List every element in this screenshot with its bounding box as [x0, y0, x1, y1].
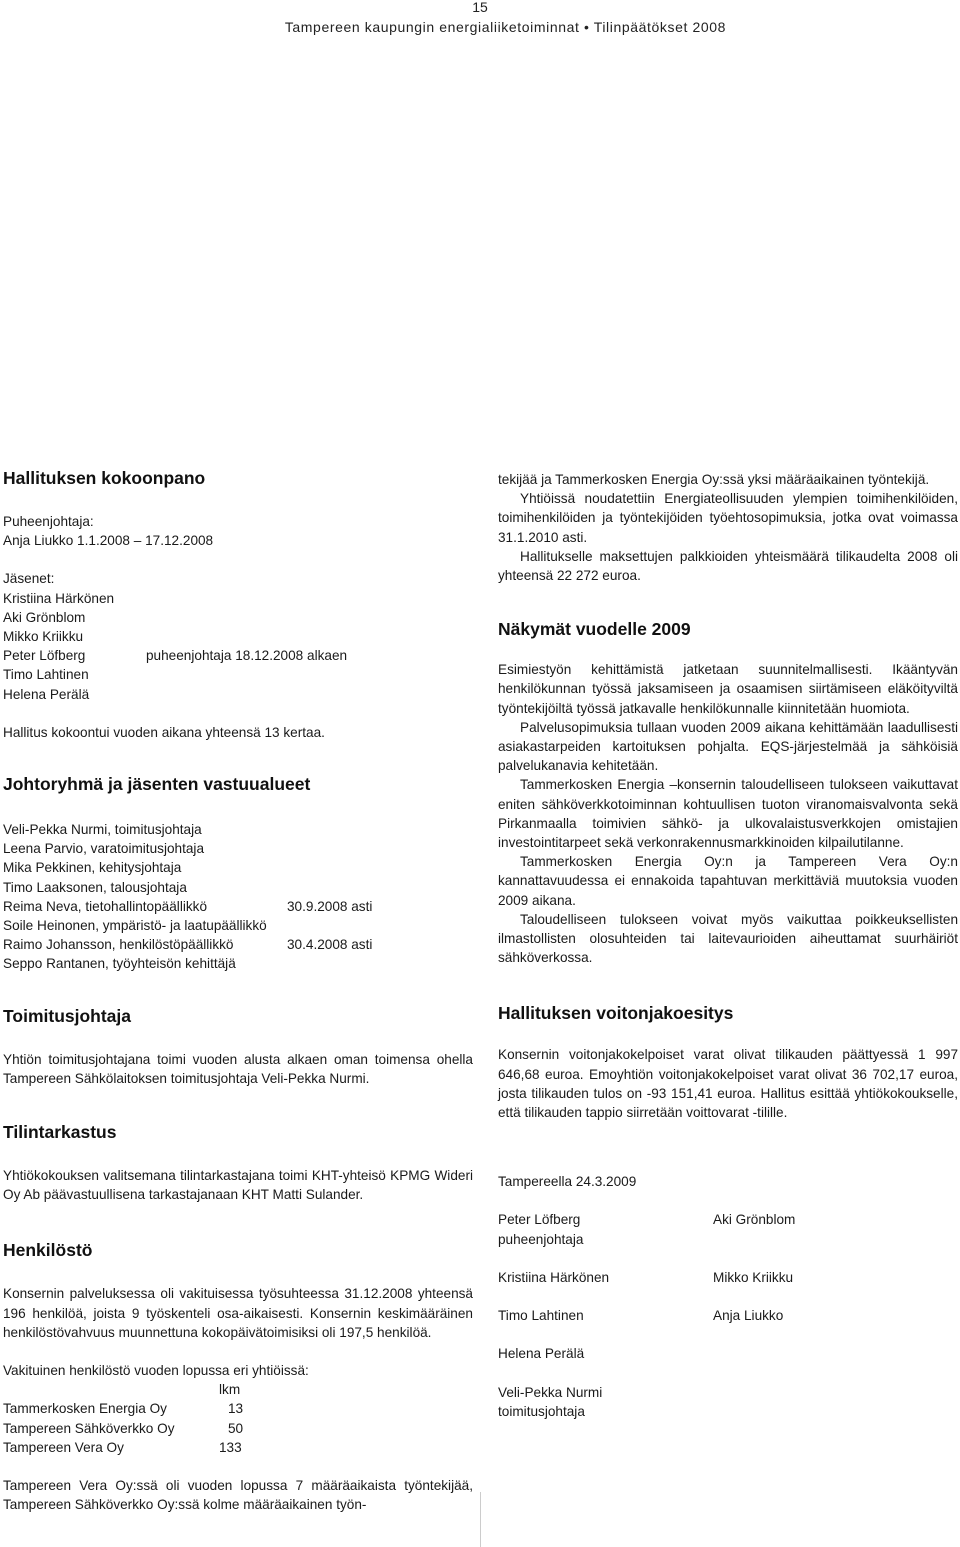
staff-count: 50: [228, 1420, 244, 1436]
management-member: Raimo Johansson, henkilöstöpäällikkö: [3, 937, 234, 953]
outlook-paragraph: Taloudelliseen tulokseen voivat myös vaikuttaa poikkeuksellisten ilmastollisten olosuhteiden tai laitevaurioiden aiheuttamat suurhäiriöt sähköverkossa.: [498, 911, 958, 966]
signature-row: [498, 1344, 958, 1363]
signatory-name: Timo Lahtinen: [498, 1308, 584, 1324]
members-label: Jäsenet:: [3, 571, 55, 587]
staff-count: 13: [228, 1401, 244, 1417]
running-header: Tampereen kaupungin energialiiketoiminnat • Tilinpäätökset 2008: [284, 19, 726, 35]
management-term: 30.4.2008 asti: [287, 937, 373, 953]
outlook-paragraph: Tammerkosken Energia Oy:n ja Tampereen Vera Oy:n kannattavuudessa ei ennakoida tapahtuvan merkittäviä muutoksia vuoden 2009 aikana.: [498, 854, 958, 908]
board-member: Timo Lahtinen: [3, 667, 89, 683]
signature-row: [498, 1306, 958, 1325]
signatory-name: Mikko Kriikku: [713, 1269, 794, 1285]
profit-heading: Hallituksen voitonjakoesitys: [498, 1003, 734, 1024]
staff-text: Konsernin palveluksessa oli vakituisessa työsuhteessa 31.12.2008 yhteensä 196 henkilöä, joista 9 työskenteli osa-aikaisesti. Konsernin keskimääräinen henkilöstövahvuus muunnettuna kokopäivätoimisiksi oli 197,5 henkilöä.: [3, 1286, 473, 1340]
audit-text: Yhtiökokouksen valitsemana tilintarkastajana toimi KHT-yhteisö KPMG Wideri Oy Ab päävastuullisena tarkastajanaan KHT Matti Sulander.: [3, 1168, 473, 1203]
signature-row: [498, 1210, 958, 1248]
left-column: [3, 466, 473, 1515]
staff-continuation: tekijää ja Tammerkosken Energia Oy:ssä yksi määräaikainen työntekijä.: [498, 472, 930, 487]
management-member: Reima Neva, tietohallintopäällikkö: [3, 898, 208, 914]
signatory-title: toimitusjohtaja: [498, 1403, 585, 1419]
management-heading: Johtoryhmä ja jäsenten vastuualueet: [3, 774, 311, 795]
signature-row: [498, 1383, 958, 1421]
management-member: Timo Laaksonen, talousjohtaja: [3, 879, 187, 895]
signatory-title: puheenjohtaja: [498, 1231, 584, 1247]
profit-text: Konsernin voitonjakokelpoiset varat olivat tilikauden päättyessä 1 997 646,68 euroa. Emoyhtiön voitonjakokelpoiset varat olivat 36 702,17 euroa, josta tilikauden tulos on -93 151,41 euroa. Hallitus esittää yhtiökokoukselle, että tilikauden tappio siirretään voittovarat -tilille.: [498, 1047, 958, 1121]
signatory-name: Helena Perälä: [498, 1346, 585, 1362]
page-number: 15: [472, 0, 488, 15]
staff-table-row: [3, 1399, 473, 1418]
agreements-text: Yhtiöissä noudatettiin Energiateollisuuden ylempien toimihenkilöiden, toimihenkilöiden ja työntekijöiden työehtosopimuksia, jotka ovat voimassa 31.1.2010 asti.: [498, 491, 958, 545]
signatory-name: Peter Löfberg: [498, 1212, 581, 1228]
management-member: Soile Heinonen, ympäristö- ja laatupäällikkö: [3, 918, 267, 934]
board-member: Kristiina Härkönen: [3, 590, 115, 606]
staff-table-header: [3, 1380, 473, 1399]
board-member: Mikko Kriikku: [3, 629, 84, 645]
board-chair-row: [3, 646, 473, 665]
audit-heading: Tilintarkastus: [3, 1122, 117, 1143]
ceo-text: Yhtiön toimitusjohtajana toimi vuoden alusta alkaen oman toimensa ohella Tampereen Sähkölaitoksen toimitusjohtaja Veli-Pekka Nurmi.: [3, 1051, 473, 1086]
outlook-paragraph: Esimiestyön kehittämistä jatketaan suunnitelmallisesti. Ikääntyvän henkilökunnan työssä jaksamiseen ja osaamisen siirtämiseen eläköityviltä työntekijöiltä työssä jatkavalle henkilökunnalle kiinnitetään huomiota.: [498, 662, 958, 716]
management-row: [3, 935, 473, 954]
outlook-heading: Näkymät vuodelle 2009: [498, 619, 691, 640]
staff-fixed-term: Tampereen Vera Oy:ssä oli vuoden lopussa 7 määräaikaista työntekijää, Tampereen Sähköverkko Oy:ssä kolme määräaikainen työn-: [3, 1478, 473, 1513]
right-column: [498, 470, 958, 1421]
board-member: Aki Grönblom: [3, 609, 86, 625]
board-heading: Hallituksen kokoonpano: [3, 468, 206, 488]
staff-company: Tampereen Sähköverkko Oy: [3, 1420, 175, 1436]
staff-count-header: lkm: [219, 1382, 241, 1398]
management-member: Mika Pekkinen, kehitysjohtaja: [3, 860, 182, 876]
management-member: Seppo Rantanen, työyhteisön kehittäjä: [3, 956, 236, 972]
staff-table-row: [3, 1419, 473, 1438]
management-member: Veli-Pekka Nurmi, toimitusjohtaja: [3, 822, 202, 838]
staff-table-row: [3, 1438, 473, 1457]
signature-place-date: Tampereella 24.3.2009: [498, 1174, 637, 1190]
signatory-name: Veli-Pekka Nurmi: [498, 1384, 603, 1400]
staff-company: Tammerkosken Energia Oy: [3, 1401, 167, 1417]
chair-role: puheenjohtaja 18.12.2008 alkaen: [146, 648, 348, 664]
signatory-name: Anja Liukko: [713, 1308, 784, 1324]
chair-name: Anja Liukko 1.1.2008 – 17.12.2008: [3, 533, 214, 549]
outlook-paragraph: Tammerkosken Energia –konsernin taloudelliseen tulokseen vaikuttavat eniten sähköverkkotoiminnan kohtuullisen tuoton viranomaisvalvonta sekä Pirkanmaalla toimivien sähkö- ja ulkovalaistusverkkojen omistajien investointitarpeet sekä verkonrakennusmarkkinoiden kilpailutilanne.: [498, 777, 958, 851]
staff-heading: Henkilöstö: [3, 1240, 93, 1261]
outlook-paragraph: Palvelusopimuksia tullaan vuoden 2009 aikana kehittämään laadullisesti asiakastarpeiden kartoituksen pohjalta. EQS-järjestelmää ja sähköisiä palvelukanavia kehitetään.: [498, 719, 958, 774]
staff-count: 133: [219, 1439, 242, 1455]
board-meetings: Hallitus kokoontui vuoden aikana yhteensä 13 kertaa.: [3, 724, 325, 740]
ceo-heading: Toimitusjohtaja: [3, 1005, 132, 1026]
chair-label: Puheenjohtaja:: [3, 514, 94, 529]
signature-row: [498, 1268, 958, 1287]
management-member: Leena Parvio, varatoimitusjohtaja: [3, 841, 204, 857]
signatory-name: Aki Grönblom: [713, 1212, 796, 1228]
board-member: Helena Perälä: [3, 686, 90, 702]
column-divider: [480, 1492, 481, 1547]
staff-table-intro: Vakituinen henkilöstö vuoden lopussa eri yhtiöissä:: [3, 1363, 309, 1379]
staff-company: Tampereen Vera Oy: [3, 1439, 124, 1455]
board-fees-text: Hallitukselle maksettujen palkkioiden yhteismäärä tilikaudelta 2008 oli yhteensä 22 272 euroa.: [498, 548, 958, 584]
management-term: 30.9.2008 asti: [287, 898, 373, 914]
signatory-name: Kristiina Härkönen: [498, 1269, 610, 1285]
management-row: [3, 897, 473, 916]
board-member: Peter Löfberg: [3, 648, 86, 664]
